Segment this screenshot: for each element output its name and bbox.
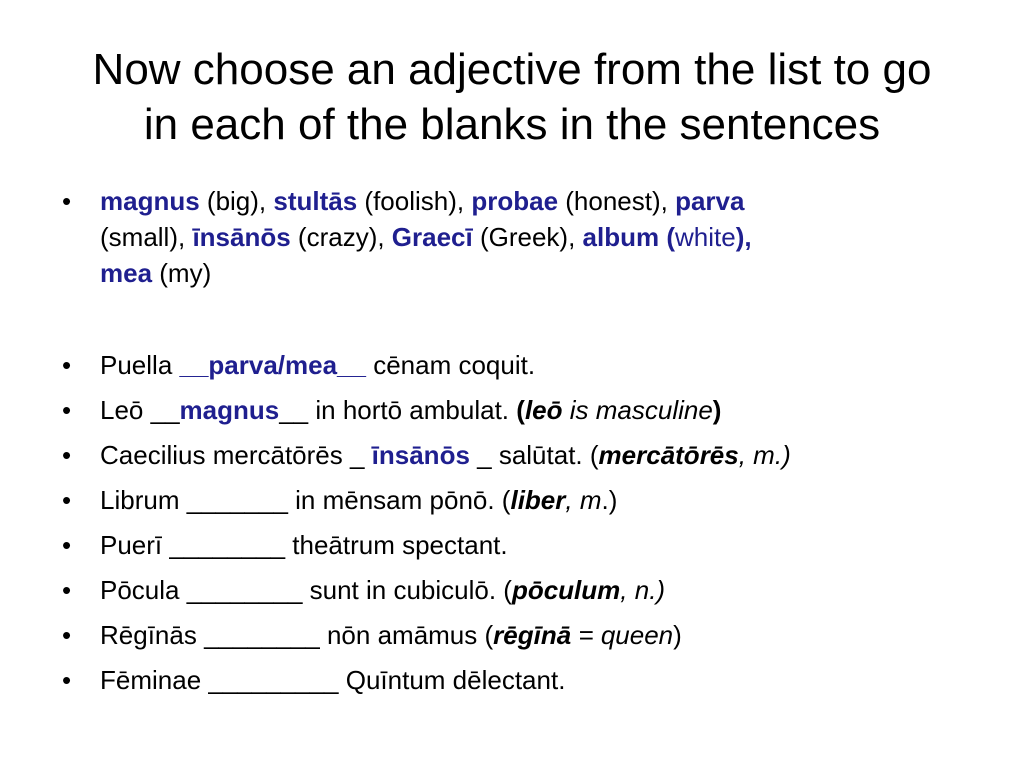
note-text: , m.): [738, 440, 791, 470]
sentence-answer: īnsānōs: [371, 440, 470, 470]
sentence-text: Puella: [100, 350, 180, 380]
bullet-icon: •: [62, 530, 72, 560]
sentence-answer: __parva/mea__: [179, 350, 366, 380]
note-text: = queen: [571, 620, 674, 650]
word-mea: mea: [100, 258, 153, 288]
note-word: mercātōrēs: [598, 440, 739, 470]
word-album: album (: [582, 222, 675, 252]
bullet-icon: •: [62, 575, 72, 605]
word-album-close: ),: [735, 222, 752, 252]
title-line-2: in each of the blanks in the sentences: [143, 100, 881, 149]
gloss-graeci: (Greek),: [472, 222, 583, 252]
sentence-item: [62, 482, 992, 518]
bullet-icon: •: [62, 485, 72, 515]
word-graeci: Graecī: [391, 222, 473, 252]
sentence-item: [62, 572, 992, 608]
bullet-icon: •: [62, 186, 72, 216]
note-word: pōculum: [511, 575, 621, 605]
sentence-item: [62, 347, 992, 383]
note-text: , m: [565, 485, 602, 515]
slide-title: [40, 42, 984, 152]
word-magnus: magnus: [100, 186, 200, 216]
sentence-text: _ salūtat. (: [469, 440, 599, 470]
bullet-icon: •: [62, 620, 72, 650]
sentence-text: __ in hortō ambulat.: [279, 395, 517, 425]
sentence-text: cēnam coquit.: [365, 350, 536, 380]
note-text: is masculine: [562, 395, 713, 425]
word-parva: parva: [675, 186, 745, 216]
gloss-album: white: [675, 222, 736, 252]
bullet-list: [62, 183, 992, 707]
word-probae: probae: [471, 186, 559, 216]
bullet-icon: •: [62, 665, 72, 695]
sentence-text: Librum _______ in mēnsam pōnō. (: [100, 485, 511, 515]
gloss-probae: (honest),: [558, 186, 676, 216]
note-paren: ): [712, 395, 722, 425]
sentence-item: [62, 617, 992, 653]
gloss-stultas: (foolish),: [357, 186, 472, 216]
word-insanos: īnsānōs: [192, 222, 291, 252]
note-paren: .): [601, 485, 618, 515]
sentence-item: [62, 662, 992, 698]
sentence-text: Puerī ________ theātrum spectant.: [100, 530, 508, 560]
note-word: rēgīnā: [493, 620, 572, 650]
sentence-item: [62, 527, 992, 563]
gloss-magnus: (big),: [199, 186, 274, 216]
sentence-text: Rēgīnās ________ nōn amāmus (: [100, 620, 494, 650]
note-word: liber: [510, 485, 566, 515]
word-list-item: [62, 183, 992, 291]
gloss-mea: (my): [152, 258, 212, 288]
bullet-icon: •: [62, 440, 72, 470]
note-text: , n.): [620, 575, 666, 605]
title-line-1: Now choose an adjective from the list to go: [92, 45, 932, 94]
sentence-item: [62, 392, 992, 428]
sentence-text: Pōcula ________ sunt in cubiculō. (: [100, 575, 512, 605]
note-paren: ): [673, 620, 682, 650]
sentence-answer: magnus: [179, 395, 280, 425]
sentence-text: Leō __: [100, 395, 180, 425]
word-stultas: stultās: [273, 186, 358, 216]
sentence-text: Caecilius mercātōrēs _: [100, 440, 372, 470]
note-word: leō: [524, 395, 563, 425]
bullet-icon: •: [62, 350, 72, 380]
sentence-item: [62, 437, 992, 473]
gloss-parva: (small),: [100, 222, 193, 252]
bullet-icon: •: [62, 395, 72, 425]
note-paren: (: [516, 395, 525, 425]
sentence-text: Fēminae _________ Quīntum dēlectant.: [100, 665, 566, 695]
gloss-insanos: (crazy),: [290, 222, 392, 252]
